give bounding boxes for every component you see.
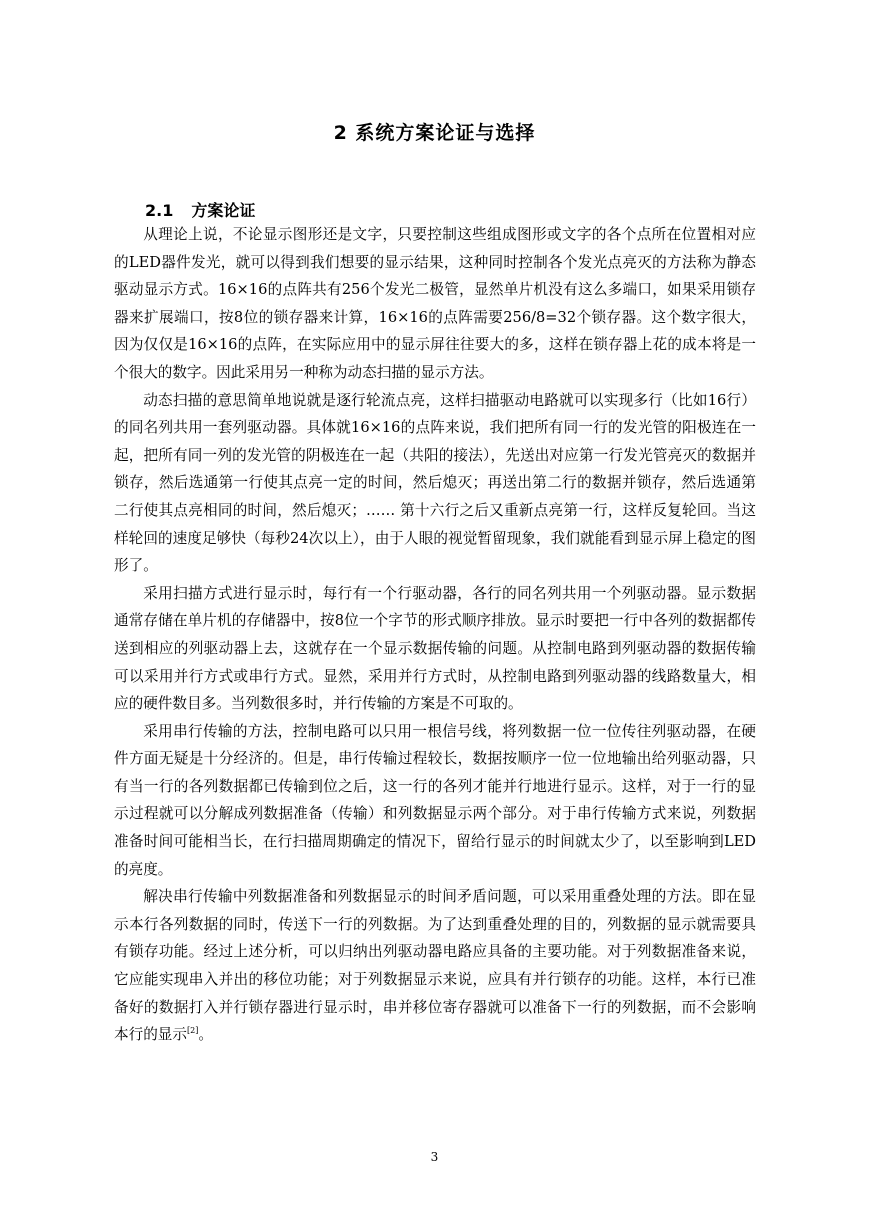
paragraph: 动态扫描的意思简单地说就是逐行轮流点亮，这样扫描驱动电路就可以实现多行（比如16行）的同名列共用一套列驱动器。具体就16×16的点阵来说，我们把所有同一行的发光管的阳极连在一起，把所有同一列的发光管的阴极连在一起（共阳的接法），先送出对应第一行发光管亮灭的数据并锁存，然后选通第一行使其点亮一定的时间，然后熄灭；再送出第二行的数据并锁存，然后选通第二行使其点亮相同的时间，然后熄灭；…… 第十六行之后又重新点亮第一行，这样反复轮回。当这样轮回的速度足够快（每秒24次以上），由于人眼的视觉暂留现象，我们就能看到显示屏上稳定的图形了。 xyxy=(114,391,756,575)
page-number: 3 xyxy=(430,1150,439,1164)
paragraph: 采用扫描方式进行显示时，每行有一个行驱动器，各行的同名列共用一个列驱动器。显示数据通常存储在单片机的存储器中，按8位一个字节的形式顺序排放。显示时要把一行中各列的数据都传送到相应的列驱动器上去，这就存在一个显示数据传输的问题。从控制电路到列驱动器的数据传输可以采用并行方式或串行方式。显然，采用并行方式时，从控制电路到列驱动器的线路数量大，相应的硬件数目多。当列数很多时，并行传输的方案是不可取的。 xyxy=(114,584,756,713)
paragraph-text: 解决串行传输中列数据准备和列数据显示的时间矛盾问题，可以采用重叠处理的方法。即在显示本行各列数据的同时，传送下一行的列数据。为了达到重叠处理的目的，列数据的显示就需要具有锁存功能。经过上述分析，可以归纳出列驱动器电路应具备的主要功能。对于列数据准备来说，它应能实现串入并出的移位功能；对于列数据显示来说，应具有并行锁存的功能。这样，本行已准备好的数据打入并行锁存器进行显示时，串并移位寄存器就可以准备下一行的列数据，而不会影响本行的显示 xyxy=(114,888,756,1044)
section-number: 2.1 xyxy=(145,201,174,220)
closing-punctuation: 。 xyxy=(198,1026,213,1044)
chapter-title: 2 系统方案论证与选择 xyxy=(333,122,536,144)
section-title: 方案论证 xyxy=(191,201,256,220)
section-heading xyxy=(145,198,255,221)
citation-reference: [2] xyxy=(186,1026,199,1036)
paragraph: 采用串行传输的方法，控制电路可以只用一根信号线，将列数据一位一位传往列驱动器，在硬件方面无疑是十分经济的。但是，串行传输过程较长，数据按顺序一位一位地输出给列驱动器，只有当一行的各列数据都已传输到位之后，这一行的各列才能并行地进行显示。这样，对于一行的显示过程就可以分解成列数据准备（传输）和列数据显示两个部分。对于串行传输方式来说，列数据准备时间可能相当长，在行扫描周期确定的情况下，留给行显示的时间就太少了，以至影响到LED的亮度。 xyxy=(114,722,756,878)
paragraph-last xyxy=(114,883,756,1049)
body-text xyxy=(114,221,756,1049)
paragraph: 从理论上说，不论显示图形还是文字，只要控制这些组成图形或文字的各个点所在位置相对应的LED器件发光，就可以得到我们想要的显示结果，这种同时控制各个发光点亮灭的方法称为静态驱动显示方式。16×16的点阵共有256个发光二极管，显然单片机没有这么多端口，如果采用锁存器来扩展端口，按8位的锁存器来计算，16×16的点阵需要256/8=32个锁存器。这个数字很大，因为仅仅是16×16的点阵，在实际应用中的显示屏往往要大的多，这样在锁存器上花的成本将是一个很大的数字。因此采用另一种称为动态扫描的显示方法。 xyxy=(114,226,756,381)
